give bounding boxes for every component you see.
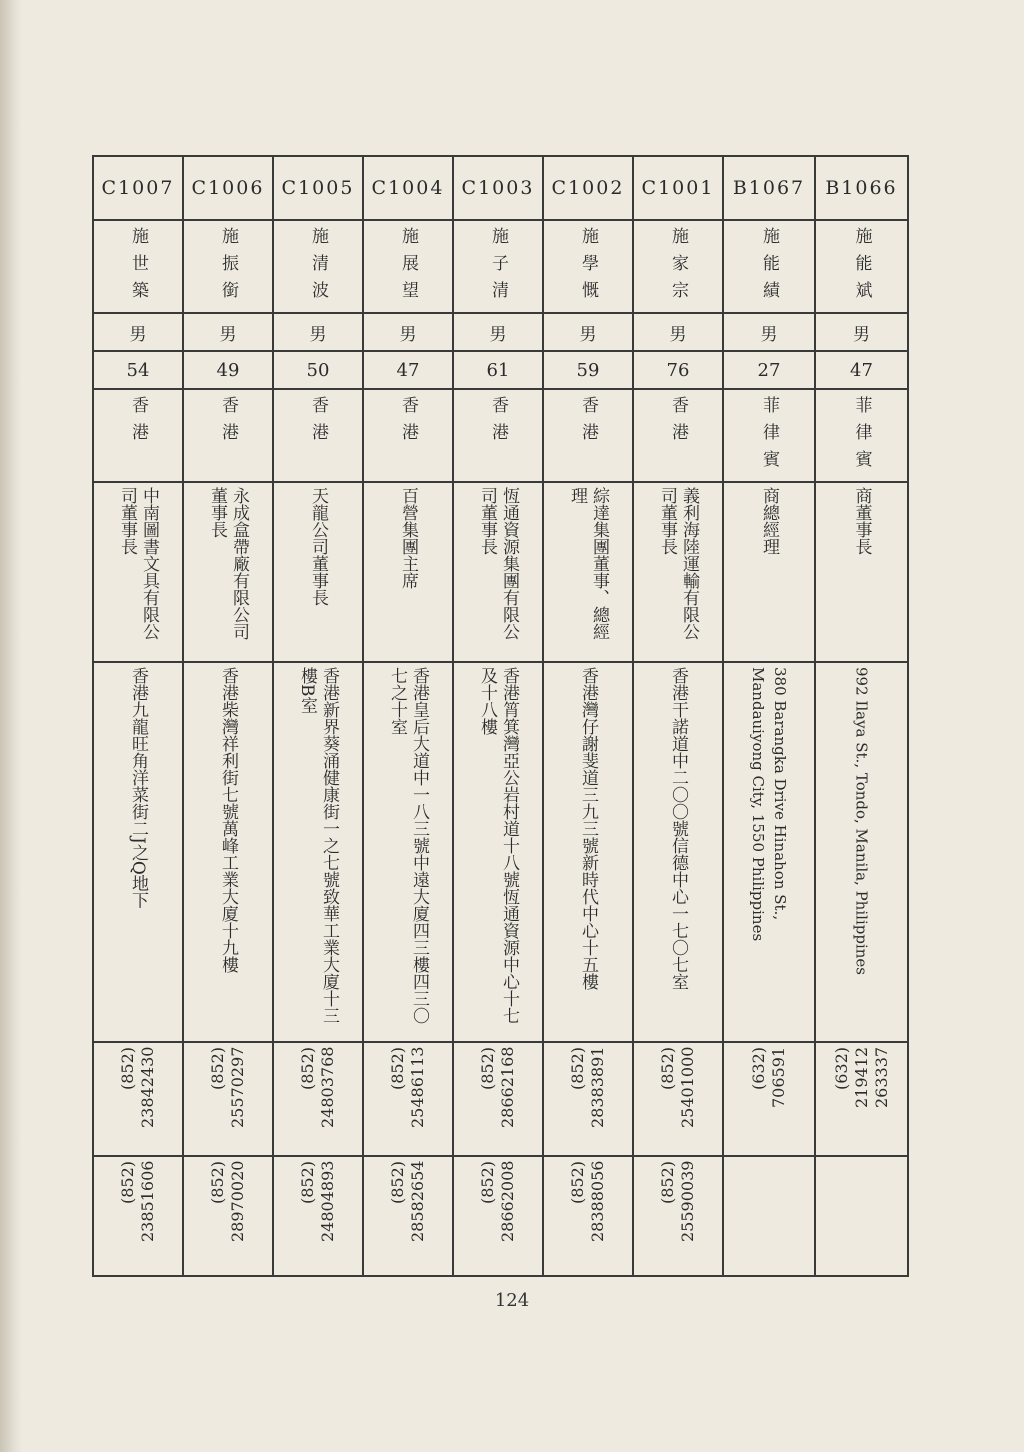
member-roster-table: [92, 155, 909, 1277]
cell-fax: [273, 1156, 363, 1276]
cell-id: C1001: [633, 156, 723, 220]
cell-age: 61: [453, 351, 543, 389]
address-text: 香港筲箕灣亞公岩村道十八號恆通資源中心十七及十八樓: [477, 667, 519, 1024]
cell-sex: 男: [363, 313, 453, 351]
title-text: 中南圖書文具有限公司董事長: [117, 487, 159, 640]
fax-text: (852) 25590039: [658, 1161, 697, 1243]
name-text: 施學慨: [578, 227, 598, 308]
cell-address: [183, 662, 273, 1042]
cell-address: [815, 662, 908, 1042]
cell-phone: [453, 1042, 543, 1156]
cell-place: [183, 389, 273, 482]
address-text: 992 Ilaya St., Tondo, Manila, Philippines: [852, 667, 871, 975]
phone-text: (852) 23842430: [118, 1047, 157, 1129]
name-text: 施子清: [488, 227, 508, 308]
cell-phone: [363, 1042, 453, 1156]
cell-title: [363, 482, 453, 662]
cell-id: C1005: [273, 156, 363, 220]
cell-name: [93, 220, 183, 313]
cell-title: [633, 482, 723, 662]
place-text: 香港: [488, 396, 508, 450]
cell-id: C1002: [543, 156, 633, 220]
phone-text: (632) 219412 263337: [831, 1047, 891, 1109]
cell-sex: 男: [93, 313, 183, 351]
cell-title: [273, 482, 363, 662]
cell-title: [815, 482, 908, 662]
cell-place: [815, 389, 908, 482]
cell-place: [543, 389, 633, 482]
cell-age: 49: [183, 351, 273, 389]
fax-text: (852) 24804893: [298, 1161, 337, 1243]
cell-id: B1067: [723, 156, 815, 220]
cell-phone: [183, 1042, 273, 1156]
cell-address: [633, 662, 723, 1042]
phone-text: (632) 706591: [749, 1047, 788, 1109]
cell-address: [273, 662, 363, 1042]
title-text: 恆通資源集團有限公司董事長: [477, 487, 519, 640]
address-text: 香港皇后大道中一八三號中遠大廈四三樓四三〇七之十室: [387, 667, 429, 1024]
phone-text: (852) 28383891: [568, 1047, 607, 1129]
place-text: 香港: [218, 396, 238, 450]
cell-address: [723, 662, 815, 1042]
cell-name: [723, 220, 815, 313]
cell-sex: 男: [815, 313, 908, 351]
phone-text: (852) 25486113: [388, 1047, 427, 1129]
cell-place: [363, 389, 453, 482]
cell-sex: 男: [723, 313, 815, 351]
cell-phone: [723, 1042, 815, 1156]
phone-text: (852) 25401000: [658, 1047, 697, 1129]
fax-text: (852) 28388056: [568, 1161, 607, 1243]
cell-place: [633, 389, 723, 482]
name-text: 施清波: [308, 227, 328, 308]
cell-place: [723, 389, 815, 482]
fax-text: (852) 23851606: [118, 1161, 157, 1243]
cell-sex: 男: [183, 313, 273, 351]
cell-place: [273, 389, 363, 482]
cell-age: 54: [93, 351, 183, 389]
cell-fax: [723, 1156, 815, 1276]
cell-sex: 男: [453, 313, 543, 351]
phone-text: (852) 24803768: [298, 1047, 337, 1129]
page-number: 124: [494, 1290, 530, 1311]
phone-text: (852) 28662168: [478, 1047, 517, 1129]
name-text: 施能績: [759, 227, 779, 308]
cell-fax: [93, 1156, 183, 1276]
row-phone: [93, 1042, 908, 1156]
cell-sex: 男: [543, 313, 633, 351]
cell-id: B1066: [815, 156, 908, 220]
place-text: 香港: [128, 396, 148, 450]
title-text: 百營集團主席: [398, 487, 418, 589]
cell-fax: [633, 1156, 723, 1276]
cell-phone: [633, 1042, 723, 1156]
title-text: 天龍公司董事長: [308, 487, 328, 606]
address-text: 香港九龍旺角洋菜街二J之Q地下: [128, 667, 148, 909]
row-address: [93, 662, 908, 1042]
fax-text: (852) 28970020: [208, 1161, 247, 1243]
cell-name: [453, 220, 543, 313]
place-text: 香港: [308, 396, 328, 450]
name-text: 施能斌: [851, 227, 872, 308]
title-text: 義利海陸運輸有限公司董事長: [657, 487, 699, 640]
address-text: 380 Barangka Drive Hinahon St., Mandauiyong City, 1550 Philippines: [749, 667, 789, 942]
fax-text: (852) 28662008: [478, 1161, 517, 1243]
row-sex: [93, 313, 908, 351]
cell-sex: 男: [273, 313, 363, 351]
cell-fax: [453, 1156, 543, 1276]
cell-id: C1007: [93, 156, 183, 220]
row-id: [93, 156, 908, 220]
cell-id: C1004: [363, 156, 453, 220]
cell-title: [543, 482, 633, 662]
cell-place: [93, 389, 183, 482]
cell-fax: [815, 1156, 908, 1276]
address-text: 香港干諾道中二〇〇號信德中心一七〇七室: [668, 667, 688, 990]
book-binding-shadow: [0, 0, 22, 1452]
name-text: 施振銜: [218, 227, 238, 308]
cell-title: [723, 482, 815, 662]
cell-age: 47: [815, 351, 908, 389]
cell-fax: [363, 1156, 453, 1276]
title-text: 綜達集團董事、總經理: [567, 487, 609, 640]
cell-place: [453, 389, 543, 482]
address-text: 香港灣仔謝斐道三九三號新時代中心十五樓: [578, 667, 598, 990]
cell-id: C1006: [183, 156, 273, 220]
address-text: 香港新界葵涌健康街一之七號致華工業大廈十三樓B室: [297, 667, 339, 1024]
row-fax: [93, 1156, 908, 1276]
cell-fax: [543, 1156, 633, 1276]
place-text: 香港: [398, 396, 418, 450]
cell-age: 76: [633, 351, 723, 389]
cell-sex: 男: [633, 313, 723, 351]
place-text: 香港: [578, 396, 598, 450]
cell-age: 50: [273, 351, 363, 389]
cell-title: [93, 482, 183, 662]
cell-name: [183, 220, 273, 313]
cell-name: [273, 220, 363, 313]
cell-address: [453, 662, 543, 1042]
cell-phone: [543, 1042, 633, 1156]
cell-address: [543, 662, 633, 1042]
place-text: 菲律賓: [759, 396, 779, 477]
row-place: [93, 389, 908, 482]
cell-age: 59: [543, 351, 633, 389]
name-text: 施家宗: [668, 227, 688, 308]
place-text: 菲律賓: [851, 396, 872, 477]
title-text: 商總經理: [759, 487, 779, 555]
cell-fax: [183, 1156, 273, 1276]
row-title: [93, 482, 908, 662]
cell-title: [183, 482, 273, 662]
cell-title: [453, 482, 543, 662]
cell-name: [633, 220, 723, 313]
cell-phone: [273, 1042, 363, 1156]
cell-id: C1003: [453, 156, 543, 220]
row-age: [93, 351, 908, 389]
name-text: 施世築: [128, 227, 148, 308]
cell-phone: [93, 1042, 183, 1156]
address-text: 香港柴灣祥利街七號萬峰工業大廈十九樓: [218, 667, 238, 973]
phone-text: (852) 25570297: [208, 1047, 247, 1129]
cell-address: [363, 662, 453, 1042]
place-text: 香港: [668, 396, 688, 450]
cell-name: [815, 220, 908, 313]
cell-address: [93, 662, 183, 1042]
cell-name: [543, 220, 633, 313]
fax-text: (852) 28582654: [388, 1161, 427, 1243]
row-name: [93, 220, 908, 313]
cell-phone: [815, 1042, 908, 1156]
title-text: 永成盒帶廠有限公司董事長: [207, 487, 249, 640]
cell-name: [363, 220, 453, 313]
cell-age: 47: [363, 351, 453, 389]
title-text: 商董事長: [851, 487, 872, 555]
name-text: 施展望: [398, 227, 418, 308]
cell-age: 27: [723, 351, 815, 389]
